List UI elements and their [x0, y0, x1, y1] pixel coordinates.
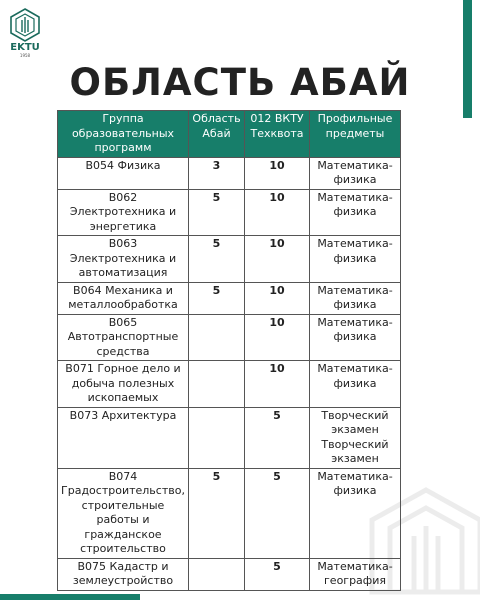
abai-count-cell: 3	[189, 157, 245, 189]
subjects-cell: Математика-физика	[310, 282, 401, 314]
program-cell: B054 Физика	[58, 157, 189, 189]
techquota-count-cell: 10	[245, 314, 310, 361]
program-cell: B064 Механика и металлообработка	[58, 282, 189, 314]
ektu-logo	[8, 8, 42, 58]
abai-count-cell	[189, 407, 245, 468]
logo-hexagon-icon	[9, 8, 41, 42]
subjects-cell: Математика-физика	[310, 468, 401, 558]
abai-count-cell: 5	[189, 189, 245, 236]
abai-count-cell: 5	[189, 236, 245, 283]
abai-count-cell: 5	[189, 468, 245, 558]
table-row	[58, 282, 401, 314]
subjects-cell: Математика-география	[310, 558, 401, 590]
program-cell: B071 Горное дело и добыча полезных ископаемых	[58, 361, 189, 408]
techquota-count-cell: 10	[245, 282, 310, 314]
table-row	[58, 558, 401, 590]
program-cell: B063 Электротехника и автоматизация	[58, 236, 189, 283]
techquota-count-cell: 10	[245, 189, 310, 236]
abai-count-cell	[189, 361, 245, 408]
table-row	[58, 189, 401, 236]
table-row	[58, 157, 401, 189]
techquota-count-cell: 10	[245, 361, 310, 408]
table-row	[58, 236, 401, 283]
header-profile-subjects: Профильные предметы	[310, 111, 401, 158]
logo-year: 1958	[19, 53, 31, 58]
logo-name: EKTU	[10, 42, 40, 53]
header-techquota: 012 ВКТУ Техквота	[245, 111, 310, 158]
techquota-count-cell: 5	[245, 558, 310, 590]
program-cell: B062 Электротехника и энергетика	[58, 189, 189, 236]
subjects-cell: Математика-физика	[310, 236, 401, 283]
table-row	[58, 361, 401, 408]
subjects-cell: Математика-физика	[310, 157, 401, 189]
table-row	[58, 468, 401, 558]
techquota-count-cell: 5	[245, 468, 310, 558]
program-cell: B065 Автотранспортные средства	[58, 314, 189, 361]
subjects-cell: Математика-физика	[310, 189, 401, 236]
subjects-cell: Математика-физика	[310, 361, 401, 408]
decorative-bottom-bar	[0, 594, 140, 600]
programs-table	[57, 110, 401, 591]
header-abai-region: Область Абай	[189, 111, 245, 158]
techquota-count-cell: 10	[245, 157, 310, 189]
techquota-count-cell: 10	[245, 236, 310, 283]
abai-count-cell	[189, 558, 245, 590]
techquota-count-cell: 5	[245, 407, 310, 468]
abai-count-cell	[189, 314, 245, 361]
table-row	[58, 314, 401, 361]
subjects-cell: Математика-физика	[310, 314, 401, 361]
table-row	[58, 407, 401, 468]
header-program-group: Группа образовательных программ	[58, 111, 189, 158]
page-title: ОБЛАСТЬ АБАЙ	[69, 61, 411, 104]
program-cell: B073 Архитектура	[58, 407, 189, 468]
subjects-cell: Творческий экзамен Творческий экзамен	[310, 407, 401, 468]
program-cell: B074 Градостроительство, строительные работы и гражданское строительство	[58, 468, 189, 558]
abai-count-cell: 5	[189, 282, 245, 314]
program-cell: B075 Кадастр и землеустройство	[58, 558, 189, 590]
table-header-row	[58, 111, 401, 158]
